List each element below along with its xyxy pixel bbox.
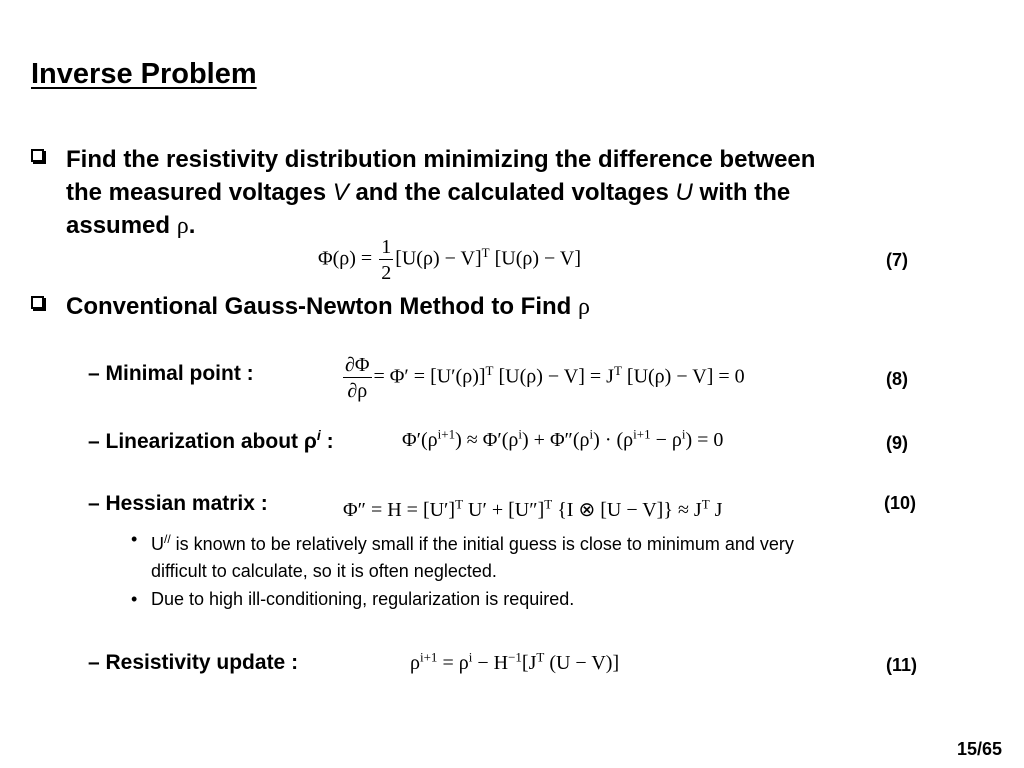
bullet-resistivity <box>31 143 991 248</box>
linearization-label: – Linearization about $\rho^i$ : <box>88 427 334 453</box>
note-neglected: • U// is known to be relatively small if the initial guess is close to minimum and very difficult to calculate, so it is often neglected. <box>131 529 794 581</box>
hessian-label: – Hessian matrix : <box>88 492 268 515</box>
resistivity-update-label: – Resistivity update : <box>88 651 299 674</box>
equation-number-10: (10) <box>884 493 917 513</box>
equation-number-7: (7) <box>886 250 908 270</box>
slide-title: Inverse Problem <box>31 58 257 90</box>
minimal-point-label: – Minimal point : <box>88 362 254 385</box>
checkbox-bullet-icon <box>31 296 44 309</box>
bullet1-line2: the measured voltages V and the calculated voltages U with the <box>66 179 791 206</box>
bullet1-line3: assumed ρ. <box>66 212 196 239</box>
note-regularization: • Due to high ill-conditioning, regularization is required. <box>131 589 575 609</box>
fraction-half: $\frac{1}{2}$ <box>381 236 392 284</box>
equation-number-9: (9) <box>886 433 908 453</box>
equation-8: $\frac{\partial\Phi}{\partial\rho}$ = $\Phi' = [U'(\rho)]^T$ $[U(\rho) - V] = J^T$ [U(ρ) − V] = 0 <box>345 354 745 402</box>
equation-11: $\rho^{i+1} = \rho^i - H^{-1}[J^T$ (U − V)] <box>410 649 620 674</box>
equation-10: $\Phi'' = H = [U']^T$ $U' + [U'']^T$ {I ⊗ $[U - V]\} \approx J^T$ J <box>343 496 723 521</box>
page-number: 15/65 <box>956 739 1002 759</box>
checkbox-bullet-icon <box>31 149 44 162</box>
bullet1-line1: Find the resistivity distribution minimizing the difference between <box>66 146 816 173</box>
equation-number-8: (8) <box>886 369 908 389</box>
bullet-gauss-newton: Conventional Gauss-Newton Method to Find ρ <box>31 290 991 326</box>
equation-9: $\Phi'(\rho^{i+1}) \approx \Phi'(\rho^i) + \Phi''(\rho^i) \cdot (\rho^{i+1} - \rho^i) = 0$ <box>402 426 724 451</box>
equation-number-11: (11) <box>886 655 918 675</box>
equation-7: Φ(ρ) = $\frac{1}{2}$ $[U(\rho) - V]^T$ [U(ρ) − V] <box>318 236 582 284</box>
fraction-partial: $\frac{\partial\Phi}{\partial\rho}$ <box>345 354 370 402</box>
